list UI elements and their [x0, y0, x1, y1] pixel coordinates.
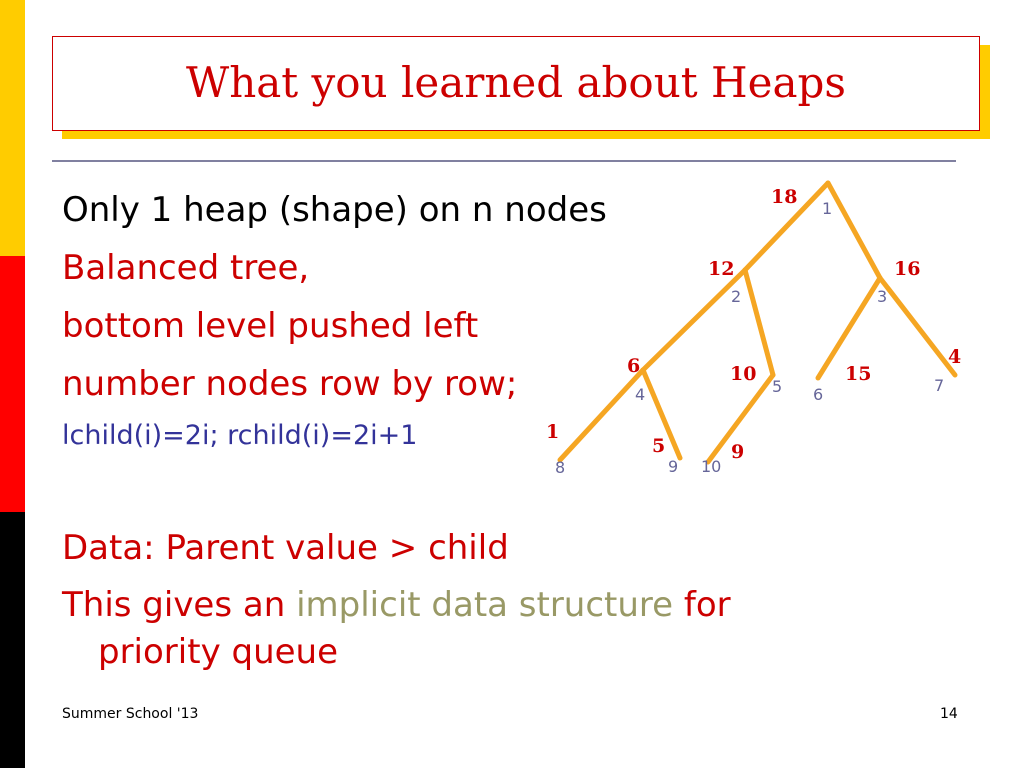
tree-edge: [745, 270, 773, 375]
node-value-label: 1: [546, 421, 560, 443]
bullet-balanced: Balanced tree,: [62, 248, 310, 288]
node-index-label: 4: [635, 385, 646, 404]
node-index-label: 2: [731, 287, 742, 306]
node-value-label: 18: [771, 186, 798, 208]
node-value-label: 9: [731, 441, 745, 463]
node-index-label: 1: [822, 199, 833, 218]
bullet-child-formula: lchild(i)=2i; rchild(i)=2i+1: [62, 420, 418, 451]
bullet-data: Data: Parent value > child: [62, 528, 509, 568]
tree-edge: [560, 370, 646, 460]
bullet-bottom-level: bottom level pushed left: [62, 306, 479, 346]
node-index-label: 9: [668, 457, 679, 476]
node-value-label: 4: [948, 346, 962, 368]
bullet-number-nodes: number nodes row by row;: [62, 364, 518, 404]
bullet-implicit-prefix: This gives an: [62, 585, 297, 625]
tree-edge: [643, 270, 745, 370]
node-index-label: 3: [877, 287, 888, 306]
node-index-label: 8: [555, 458, 566, 477]
bullet-implicit-suffix: for: [673, 585, 731, 625]
bullet-shape: Only 1 heap (shape) on n nodes: [62, 190, 607, 230]
bullet-implicit-continuation: priority queue: [98, 632, 339, 672]
tree-edge: [880, 278, 955, 375]
node-index-label: 5: [772, 377, 783, 396]
implicit-highlight: implicit data structure: [296, 585, 674, 625]
node-value-label: 10: [730, 363, 757, 385]
tree-edges: [560, 183, 955, 462]
node-value-label: 12: [708, 258, 735, 280]
node-index-label: 7: [934, 376, 945, 395]
node-value-label: 15: [845, 363, 872, 385]
node-value-label: 6: [627, 355, 641, 377]
node-index-label: 6: [813, 385, 824, 404]
tree-labels: [546, 186, 961, 477]
node-index-label: 10: [701, 457, 722, 476]
slide-title: What you learned about Heaps: [186, 58, 846, 107]
node-value-label: 5: [652, 435, 666, 457]
page-number: 14: [940, 706, 958, 722]
tree-edge: [828, 183, 880, 278]
node-value-label: 16: [894, 258, 921, 280]
footer-text: Summer School '13: [62, 706, 199, 722]
